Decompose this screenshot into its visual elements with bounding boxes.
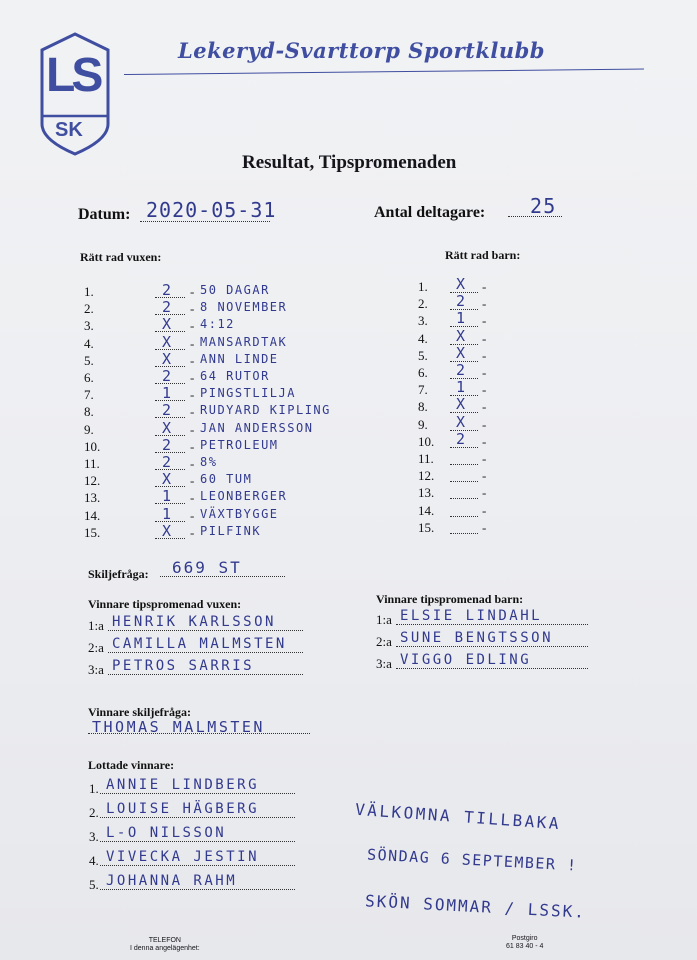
lottad-line [100,865,295,866]
winner-adult-name: CAMILLA MALMSTEN [112,636,287,652]
skiljefraga-label: Skiljefråga: [88,567,149,581]
club-name: Lekeryd-Svarttorp Sportklubb [178,38,545,63]
child-row-number: 6. [418,365,428,380]
lottade-heading: Lottade vinnare: [88,758,175,772]
adult-row-note: MANSARDTAK [200,334,288,349]
lottad-number: 3. [89,829,99,844]
winner-child-place: 3:a [376,656,392,671]
antal-value: 25 [530,194,557,218]
child-row-dash: - [482,313,487,329]
child-row-dash: - [482,451,487,466]
child-row-number: 3. [418,313,428,329]
winner-skilje-dotted-line [88,733,310,734]
club-logo [40,32,110,156]
child-row-dash: - [482,347,487,363]
adult-row-answer: 2 [162,453,172,471]
document-title: Resultat, Tipspromenaden [242,152,457,173]
winner-skilje-name: THOMAS MALMSTEN [92,718,265,736]
winner-adult-name: PETROS SARRIS [112,658,255,674]
adult-row-number: 14. [84,507,101,523]
winner-child-name: SUNE BENGTSSON [400,630,554,646]
child-row-dash: - [482,416,487,432]
adult-row-number: 15. [84,524,101,540]
winner-child-name: ELSIE LINDAHL [400,608,543,624]
lottad-name: VIVECKA JESTIN [106,849,260,865]
child-row-dash: - [482,485,487,501]
footer-postgiro [506,935,543,951]
winner-child-place: 2:a [376,634,392,649]
child-row-answer: X [456,275,466,293]
lottad-line [100,817,295,818]
adult-row-dash: - [190,352,195,368]
child-row-number: 14. [418,502,435,518]
datum-label: Datum: [78,206,131,223]
lottad-name: L-O NILSSON [106,825,227,841]
child-row-dash: - [482,296,487,312]
footer-telefon-label: TELEFON [148,937,181,944]
lottad-number: 5. [89,877,99,892]
winner-adult-place: 1:a [88,618,104,633]
child-row-number: 9. [418,416,428,432]
winner-adult-line [108,652,303,653]
child-row-answer: 1 [456,378,466,397]
adult-row-answer: X [162,315,172,334]
child-row-number: 1. [418,279,428,294]
child-row-number: 12. [418,468,435,484]
child-row-blank [450,498,478,499]
child-row-dash: - [482,382,487,398]
adult-row-number: 1. [84,284,94,299]
adult-row-answer: 2 [162,367,172,385]
adult-row-dash: - [190,318,195,334]
logo-letters-top: LS [46,49,100,102]
footer-postgiro-label: Postgiro [511,935,538,942]
child-row-answer: X [456,343,466,362]
adult-row-answer: 1 [162,504,172,523]
adult-row-note: 8% [200,455,218,469]
winner-adult-place: 3:a [88,662,104,677]
adult-row-number: 3. [84,318,94,334]
adult-row-note: LEONBERGER [200,489,288,504]
child-row-dash: - [482,365,487,380]
adult-row-dash: - [190,438,195,454]
adult-row-number: 10. [84,438,101,454]
adult-row-number: 13. [84,490,101,506]
child-row-answer: 2 [456,292,466,311]
footer-telefon [130,937,200,953]
adult-row-number: 12. [84,473,101,489]
adult-row-answer: X [162,470,172,489]
child-row-answer: X [456,326,466,345]
winner-child-line [396,668,588,669]
lottad-number: 4. [89,853,99,868]
adult-row-note: RUDYARD KIPLING [200,403,331,418]
lottad-line [100,841,295,842]
winner-child-name: VIGGO EDLING [400,652,532,668]
winner-adult-line [108,674,303,675]
adult-row-answer: 1 [162,384,172,403]
child-row-blank [450,516,478,517]
adult-row-answer: X [162,349,172,368]
adult-row-note: ANN LINDE [200,351,279,366]
adult-row-number: 9. [84,421,94,437]
datum-value: 2020-05-31 [146,198,277,222]
lottad-number: 2. [89,805,99,820]
winner-child-place: 1:a [376,612,392,627]
child-row-dash: - [482,519,487,535]
adult-row-note: PILFINK [200,523,262,538]
adult-row-note: 8 NOVEMBER [200,300,288,315]
adult-row-number: 8. [84,404,94,420]
child-row-number: 2. [418,296,428,312]
adult-row-dash: - [190,456,195,471]
child-heading: Rätt rad barn: [445,248,521,262]
adult-row-dash: - [190,473,195,489]
winner-child-line [396,646,588,647]
child-row-number: 13. [418,485,435,501]
winner-adult-place: 2:a [88,640,104,655]
adult-row-answer: X [162,332,172,351]
adult-row-answer: X [162,521,172,540]
adult-row-dash: - [190,370,195,385]
skiljefraga-dotted-line [160,576,285,577]
child-row-blank [450,481,478,482]
winner-child-line [396,624,588,625]
winner-skilje-heading: Vinnare skiljefråga: [88,705,191,719]
adult-row-number: 11. [84,456,100,471]
adult-row-number: 4. [84,335,94,351]
skiljefraga-value: 669 ST [172,558,242,577]
child-row-blank [450,533,478,534]
logo-letters-bottom: SK [55,119,83,141]
adult-row-note: JAN ANDERSSON [200,420,314,435]
adult-row-answer: 2 [162,435,172,454]
lottad-name: JOHANNA RAHM [106,873,238,889]
adult-row-note: PETROLEUM [200,437,279,452]
footer-postgiro-value: 61 83 40 - 4 [506,943,544,950]
adult-row-number: 7. [84,387,94,403]
antal-label: Antal deltagare: [374,204,486,221]
child-row-dash: - [482,433,487,449]
note-line-2: SÖNDAG 6 SEPTEMBER ! [366,845,578,875]
child-row-answer: 2 [456,361,466,379]
adult-row-dash: - [190,524,195,540]
child-row-dash: - [482,399,487,415]
note-line-3: SKÖN SOMMAR / LSSK. [364,891,587,922]
winners-child-heading: Vinnare tipspromenad barn: [376,592,524,606]
adult-row-dash: - [190,284,195,299]
adult-heading: Rätt rad vuxen: [80,250,162,264]
lottad-line [100,889,295,890]
child-row-answer: X [456,412,466,431]
child-row-number: 8. [418,399,428,415]
adult-row-dash: - [190,490,195,506]
child-row-dash: - [482,330,487,346]
child-row-answer: 2 [456,429,466,448]
winners-adult-heading: Vinnare tipspromenad vuxen: [88,597,242,611]
child-row-number: 11. [418,451,434,466]
adult-row-dash: - [190,387,195,403]
winner-adult-line [108,630,303,631]
lottad-name: ANNIE LINDBERG [106,777,260,793]
adult-row-dash: - [190,335,195,351]
adult-row-answer: 1 [162,487,172,506]
child-row-number: 15. [418,519,435,535]
adult-row-note: 50 DAGAR [200,283,270,297]
datum-dotted-line [140,221,270,222]
adult-row-answer: 2 [162,298,172,317]
adult-row-dash: - [190,301,195,317]
child-row-dash: - [482,279,487,294]
child-row-answer: 1 [456,309,466,328]
footer-telefon-sub: I denna angelägenhet: [130,945,200,952]
adult-row-note: VÄXTBYGGE [200,506,279,521]
adult-row-note: 64 RUTOR [200,369,270,383]
child-row-answer: X [456,395,466,414]
adult-row-note: 60 TUM [200,472,253,487]
lottad-name: LOUISE HÄGBERG [106,801,260,817]
child-row-blank [450,464,478,465]
child-row-number: 5. [418,347,428,363]
header-rule [124,69,644,75]
adult-row-number: 5. [84,352,94,368]
note-line-1: VÄLKOMNA TILLBAKA [354,799,562,834]
adult-row-answer: 2 [162,401,172,420]
adult-row-dash: - [190,507,195,523]
adult-row-answer: X [162,418,172,437]
adult-row-answer: 2 [162,281,172,299]
child-row-dash: - [482,468,487,484]
adult-row-note: PINGSTLILJA [200,386,296,401]
child-row-number: 10. [418,433,435,449]
adult-row-dash: - [190,421,195,437]
antal-dotted-line [508,216,562,217]
adult-row-dash: - [190,404,195,420]
adult-row-note: 4:12 [200,317,235,332]
adult-row-number: 2. [84,301,94,317]
child-row-number: 4. [418,330,428,346]
child-row-dash: - [482,502,487,518]
lottad-number: 1. [89,781,99,796]
winner-adult-name: HENRIK KARLSSON [112,614,276,630]
child-row-number: 7. [418,382,428,398]
lottad-line [100,793,295,794]
adult-row-number: 6. [84,370,94,385]
